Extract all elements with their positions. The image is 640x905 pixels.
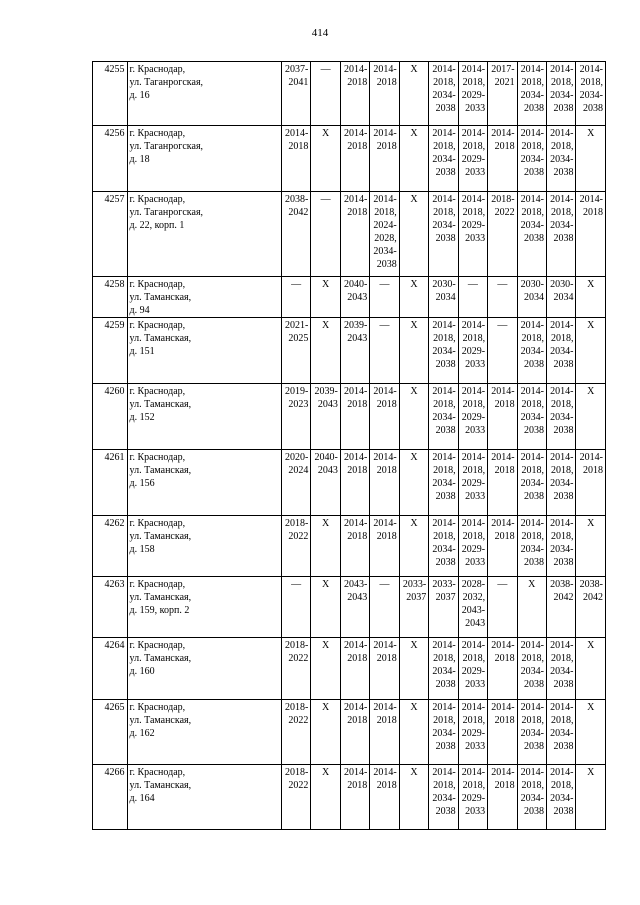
period-cell-col-10: 2014- 2018, 2034- 2038 xyxy=(547,638,576,700)
row-number: 4260 xyxy=(93,384,128,450)
period-cell-col-8: 2014- 2018 xyxy=(488,700,517,765)
period-cell-col-5: X xyxy=(399,700,428,765)
period-cell-col-1: 2019- 2023 xyxy=(281,384,310,450)
period-cell-col-7: 2014- 2018, 2029- 2033 xyxy=(458,638,487,700)
period-cell-col-10: 2014- 2018, 2034- 2038 xyxy=(547,516,576,577)
row-number: 4263 xyxy=(93,577,128,638)
row-number: 4266 xyxy=(93,765,128,830)
period-cell-col-3: 2043- 2043 xyxy=(340,577,369,638)
table-row xyxy=(93,126,606,192)
period-cell-col-2: 2039- 2043 xyxy=(311,384,340,450)
period-cell-col-10: 2014- 2018, 2034- 2038 xyxy=(547,765,576,830)
table-row xyxy=(93,277,606,318)
table-row xyxy=(93,318,606,384)
period-cell-col-11: X xyxy=(576,318,606,384)
period-cell-col-2: X xyxy=(311,577,340,638)
period-cell-col-4: 2014- 2018 xyxy=(370,516,399,577)
address-cell: г. Краснодар, ул. Таманская, д. 94 xyxy=(127,277,281,318)
period-cell-col-4: 2014- 2018 xyxy=(370,384,399,450)
period-cell-col-1: 2018- 2022 xyxy=(281,700,310,765)
period-cell-col-5: X xyxy=(399,318,428,384)
period-cell-col-7: 2014- 2018, 2029- 2033 xyxy=(458,384,487,450)
period-cell-col-3: 2014- 2018 xyxy=(340,384,369,450)
table-row xyxy=(93,516,606,577)
period-cell-col-5: 2033- 2037 xyxy=(399,577,428,638)
period-cell-col-9: 2014- 2018, 2034- 2038 xyxy=(517,700,546,765)
period-cell-col-4: 2014- 2018 xyxy=(370,62,399,126)
period-cell-col-8: 2014- 2018 xyxy=(488,516,517,577)
period-cell-col-11: X xyxy=(576,126,606,192)
period-cell-col-1: 2018- 2022 xyxy=(281,516,310,577)
period-cell-col-6: 2014- 2018, 2034- 2038 xyxy=(429,700,458,765)
period-cell-col-8: 2014- 2018 xyxy=(488,450,517,516)
period-cell-col-5: X xyxy=(399,516,428,577)
period-cell-col-8: 2017- 2021 xyxy=(488,62,517,126)
period-cell-col-10: 2014- 2018, 2034- 2038 xyxy=(547,318,576,384)
address-cell: г. Краснодар, ул. Таманская, д. 159, корп. 2 xyxy=(127,577,281,638)
period-cell-col-5: X xyxy=(399,277,428,318)
period-cell-col-5: X xyxy=(399,62,428,126)
period-cell-col-1: 2018- 2022 xyxy=(281,765,310,830)
table-row xyxy=(93,62,606,126)
period-cell-col-7: — xyxy=(458,277,487,318)
table-row xyxy=(93,192,606,277)
period-cell-col-1: 2014- 2018 xyxy=(281,126,310,192)
address-cell: г. Краснодар, ул. Таманская, д. 152 xyxy=(127,384,281,450)
period-cell-col-10: 2038- 2042 xyxy=(547,577,576,638)
period-cell-col-2: X xyxy=(311,700,340,765)
period-cell-col-1: 2018- 2022 xyxy=(281,638,310,700)
period-cell-col-10: 2014- 2018, 2034- 2038 xyxy=(547,62,576,126)
period-cell-col-10: 2014- 2018, 2034- 2038 xyxy=(547,384,576,450)
period-cell-col-10: 2014- 2018, 2034- 2038 xyxy=(547,192,576,277)
period-cell-col-3: 2040- 2043 xyxy=(340,277,369,318)
row-number: 4255 xyxy=(93,62,128,126)
period-cell-col-3: 2014- 2018 xyxy=(340,765,369,830)
period-cell-col-6: 2014- 2018, 2034- 2038 xyxy=(429,126,458,192)
period-cell-col-9: 2014- 2018, 2034- 2038 xyxy=(517,384,546,450)
period-cell-col-10: 2014- 2018, 2034- 2038 xyxy=(547,450,576,516)
period-cell-col-9: 2014- 2018, 2034- 2038 xyxy=(517,126,546,192)
period-cell-col-8: 2014- 2018 xyxy=(488,384,517,450)
period-cell-col-5: X xyxy=(399,450,428,516)
address-cell: г. Краснодар, ул. Таманская, д. 160 xyxy=(127,638,281,700)
period-cell-col-6: 2014- 2018, 2034- 2038 xyxy=(429,450,458,516)
row-number: 4262 xyxy=(93,516,128,577)
table-row xyxy=(93,384,606,450)
period-cell-col-3: 2014- 2018 xyxy=(340,126,369,192)
period-cell-col-2: — xyxy=(311,62,340,126)
period-cell-col-4: 2014- 2018 xyxy=(370,765,399,830)
period-cell-col-4: — xyxy=(370,318,399,384)
period-cell-col-11: 2038- 2042 xyxy=(576,577,606,638)
period-cell-col-11: X xyxy=(576,277,606,318)
period-cell-col-6: 2014- 2018, 2034- 2038 xyxy=(429,384,458,450)
row-number: 4259 xyxy=(93,318,128,384)
period-cell-col-1: 2038- 2042 xyxy=(281,192,310,277)
period-cell-col-11: 2014- 2018, 2034- 2038 xyxy=(576,62,606,126)
period-cell-col-9: 2014- 2018, 2034- 2038 xyxy=(517,192,546,277)
period-cell-col-5: X xyxy=(399,384,428,450)
period-cell-col-7: 2014- 2018, 2029- 2033 xyxy=(458,700,487,765)
period-cell-col-3: 2014- 2018 xyxy=(340,62,369,126)
period-cell-col-6: 2014- 2018, 2034- 2038 xyxy=(429,638,458,700)
period-cell-col-3: 2039- 2043 xyxy=(340,318,369,384)
period-cell-col-6: 2014- 2018, 2034- 2038 xyxy=(429,62,458,126)
period-cell-col-5: X xyxy=(399,638,428,700)
address-cell: г. Краснодар, ул. Таманская, д. 164 xyxy=(127,765,281,830)
period-cell-col-11: X xyxy=(576,516,606,577)
period-cell-col-6: 2014- 2018, 2034- 2038 xyxy=(429,318,458,384)
period-cell-col-6: 2014- 2018, 2034- 2038 xyxy=(429,516,458,577)
period-cell-col-4: 2014- 2018 xyxy=(370,126,399,192)
period-cell-col-3: 2014- 2018 xyxy=(340,516,369,577)
period-cell-col-1: 2020- 2024 xyxy=(281,450,310,516)
period-cell-col-2: X xyxy=(311,318,340,384)
period-cell-col-11: X xyxy=(576,765,606,830)
period-cell-col-9: 2014- 2018, 2034- 2038 xyxy=(517,638,546,700)
period-cell-col-1: — xyxy=(281,277,310,318)
period-cell-col-7: 2014- 2018, 2029- 2033 xyxy=(458,765,487,830)
period-cell-col-4: — xyxy=(370,577,399,638)
period-cell-col-8: 2014- 2018 xyxy=(488,126,517,192)
period-cell-col-7: 2014- 2018, 2029- 2033 xyxy=(458,192,487,277)
period-cell-col-5: X xyxy=(399,765,428,830)
schedule-table xyxy=(92,61,606,830)
period-cell-col-9: 2014- 2018, 2034- 2038 xyxy=(517,765,546,830)
period-cell-col-7: 2014- 2018, 2029- 2033 xyxy=(458,62,487,126)
period-cell-col-1: 2037- 2041 xyxy=(281,62,310,126)
period-cell-col-2: X xyxy=(311,516,340,577)
period-cell-col-7: 2014- 2018, 2029- 2033 xyxy=(458,126,487,192)
table-row xyxy=(93,638,606,700)
address-cell: г. Краснодар, ул. Таганрогская, д. 22, корп. 1 xyxy=(127,192,281,277)
row-number: 4257 xyxy=(93,192,128,277)
period-cell-col-3: 2014- 2018 xyxy=(340,638,369,700)
period-cell-col-7: 2014- 2018, 2029- 2033 xyxy=(458,318,487,384)
period-cell-col-2: X xyxy=(311,638,340,700)
period-cell-col-3: 2014- 2018 xyxy=(340,192,369,277)
period-cell-col-9: 2014- 2018, 2034- 2038 xyxy=(517,516,546,577)
row-number: 4264 xyxy=(93,638,128,700)
period-cell-col-4: 2014- 2018, 2024- 2028, 2034- 2038 xyxy=(370,192,399,277)
period-cell-col-9: 2030- 2034 xyxy=(517,277,546,318)
table-row xyxy=(93,577,606,638)
address-cell: г. Краснодар, ул. Таманская, д. 156 xyxy=(127,450,281,516)
period-cell-col-5: X xyxy=(399,192,428,277)
period-cell-col-2: X xyxy=(311,765,340,830)
period-cell-col-4: 2014- 2018 xyxy=(370,700,399,765)
period-cell-col-9: 2014- 2018, 2034- 2038 xyxy=(517,450,546,516)
period-cell-col-7: 2014- 2018, 2029- 2033 xyxy=(458,450,487,516)
address-cell: г. Краснодар, ул. Таганрогская, д. 18 xyxy=(127,126,281,192)
period-cell-col-8: — xyxy=(488,577,517,638)
period-cell-col-11: X xyxy=(576,638,606,700)
period-cell-col-6: 2014- 2018, 2034- 2038 xyxy=(429,192,458,277)
period-cell-col-4: 2014- 2018 xyxy=(370,638,399,700)
period-cell-col-6: 2033- 2037 xyxy=(429,577,458,638)
period-cell-col-9: 2014- 2018, 2034- 2038 xyxy=(517,62,546,126)
period-cell-col-8: 2014- 2018 xyxy=(488,765,517,830)
period-cell-col-8: 2014- 2018 xyxy=(488,638,517,700)
row-number: 4256 xyxy=(93,126,128,192)
period-cell-col-6: 2014- 2018, 2034- 2038 xyxy=(429,765,458,830)
period-cell-col-8: — xyxy=(488,277,517,318)
address-cell: г. Краснодар, ул. Таманская, д. 158 xyxy=(127,516,281,577)
period-cell-col-10: 2014- 2018, 2034- 2038 xyxy=(547,700,576,765)
period-cell-col-11: 2014- 2018 xyxy=(576,192,606,277)
period-cell-col-11: 2014- 2018 xyxy=(576,450,606,516)
period-cell-col-1: — xyxy=(281,577,310,638)
period-cell-col-4: 2014- 2018 xyxy=(370,450,399,516)
period-cell-col-3: 2014- 2018 xyxy=(340,700,369,765)
period-cell-col-10: 2030- 2034 xyxy=(547,277,576,318)
period-cell-col-2: — xyxy=(311,192,340,277)
period-cell-col-8: 2018- 2022 xyxy=(488,192,517,277)
address-cell: г. Краснодар, ул. Таганрогская, д. 16 xyxy=(127,62,281,126)
period-cell-col-9: 2014- 2018, 2034- 2038 xyxy=(517,318,546,384)
table-row xyxy=(93,450,606,516)
period-cell-col-7: 2014- 2018, 2029- 2033 xyxy=(458,516,487,577)
period-cell-col-9: X xyxy=(517,577,546,638)
period-cell-col-1: 2021- 2025 xyxy=(281,318,310,384)
table-row xyxy=(93,765,606,830)
page-number: 414 xyxy=(311,27,329,39)
period-cell-col-2: X xyxy=(311,277,340,318)
period-cell-col-6: 2030- 2034 xyxy=(429,277,458,318)
period-cell-col-2: X xyxy=(311,126,340,192)
period-cell-col-11: X xyxy=(576,384,606,450)
row-number: 4265 xyxy=(93,700,128,765)
address-cell: г. Краснодар, ул. Таманская, д. 162 xyxy=(127,700,281,765)
row-number: 4258 xyxy=(93,277,128,318)
period-cell-col-10: 2014- 2018, 2034- 2038 xyxy=(547,126,576,192)
period-cell-col-8: — xyxy=(488,318,517,384)
period-cell-col-2: 2040- 2043 xyxy=(311,450,340,516)
table-body xyxy=(93,62,606,830)
row-number: 4261 xyxy=(93,450,128,516)
period-cell-col-11: X xyxy=(576,700,606,765)
address-cell: г. Краснодар, ул. Таманская, д. 151 xyxy=(127,318,281,384)
period-cell-col-7: 2028- 2032, 2043- 2043 xyxy=(458,577,487,638)
period-cell-col-3: 2014- 2018 xyxy=(340,450,369,516)
period-cell-col-4: — xyxy=(370,277,399,318)
period-cell-col-5: X xyxy=(399,126,428,192)
table-row xyxy=(93,700,606,765)
